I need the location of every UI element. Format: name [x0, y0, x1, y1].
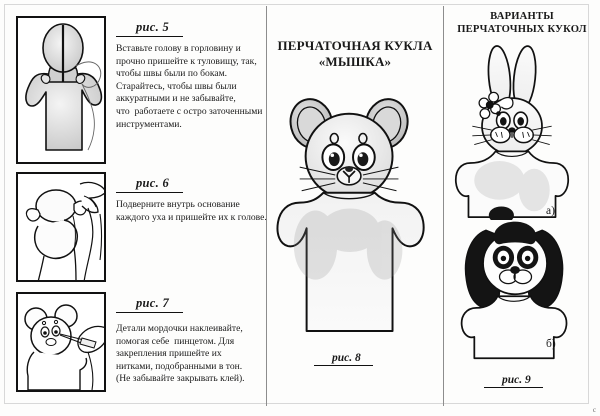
fig-label-7: рис. 7 — [116, 296, 183, 313]
illustration-dog-puppet — [453, 207, 579, 367]
middle-title-line1: ПЕРЧАТОЧНАЯ КУКЛА — [277, 38, 433, 53]
fig-caption-8: рис. 8 — [314, 352, 373, 366]
page-corner-mark: с — [592, 406, 596, 414]
step-text-fig-6 — [106, 172, 267, 224]
middle-column — [270, 0, 440, 416]
fig-label-5: рис. 5 — [116, 20, 183, 37]
text-line: Старайтесь, чтобы швы были — [116, 80, 237, 92]
text-line: прочно пришейте к туловищу, так, — [116, 55, 257, 67]
variant-label-a: а) — [546, 205, 555, 217]
text-line: аккуратными и не забывайте, — [116, 93, 236, 105]
illustration-bunny-puppet — [453, 44, 571, 220]
right-fig-caption-wrap — [484, 370, 543, 388]
text-line: что работаете с остро заточенными — [116, 105, 263, 117]
right-title-line2: ПЕРЧАТОЧНЫХ КУКОЛ — [457, 24, 587, 35]
fig-label-6: рис. 6 — [116, 176, 183, 193]
column-divider-right — [443, 6, 444, 406]
text-line: чтобы швы были по бокам. — [116, 68, 228, 80]
step-fig-5 — [16, 16, 264, 164]
variant-label-b: б) — [546, 338, 556, 350]
text-line: инструментами. — [116, 118, 182, 130]
right-title-line1: ВАРИАНТЫ — [490, 11, 554, 22]
step-text-fig-5 — [106, 16, 264, 131]
illustration-fig-6 — [16, 172, 106, 282]
left-column — [8, 0, 267, 416]
text-line: помогая себе пинцетом. Для — [116, 335, 235, 347]
step-fig-6 — [16, 172, 267, 282]
middle-fig-caption-wrap — [314, 348, 373, 366]
text-line: (Не забывайте закрывать клей). — [116, 373, 245, 385]
middle-title-line2: «МЫШКА» — [318, 54, 392, 69]
step-text-fig-7 — [106, 292, 264, 386]
body-text-6 — [116, 199, 267, 224]
text-line: Детали мордочки наклеивайте, — [116, 323, 243, 334]
body-text-7 — [116, 323, 264, 386]
right-column — [447, 0, 597, 416]
text-line: закрепления пришейте их — [116, 348, 222, 360]
illustration-fig-7 — [16, 292, 106, 392]
text-line: Подверните внутрь основание — [116, 199, 240, 210]
text-line: Вставьте голову в горловину и — [116, 43, 241, 54]
right-title — [447, 10, 597, 36]
body-text-5 — [116, 43, 264, 131]
illustration-fig-5 — [16, 16, 106, 164]
text-line: каждого уха и пришейте их к голове. — [116, 211, 267, 223]
text-line: нитками, подобранными в тон. — [116, 360, 243, 372]
middle-title — [270, 38, 440, 70]
fig-caption-9: рис. 9 — [484, 374, 543, 388]
illustration-mouse-puppet — [276, 82, 434, 344]
step-fig-7 — [16, 292, 264, 392]
